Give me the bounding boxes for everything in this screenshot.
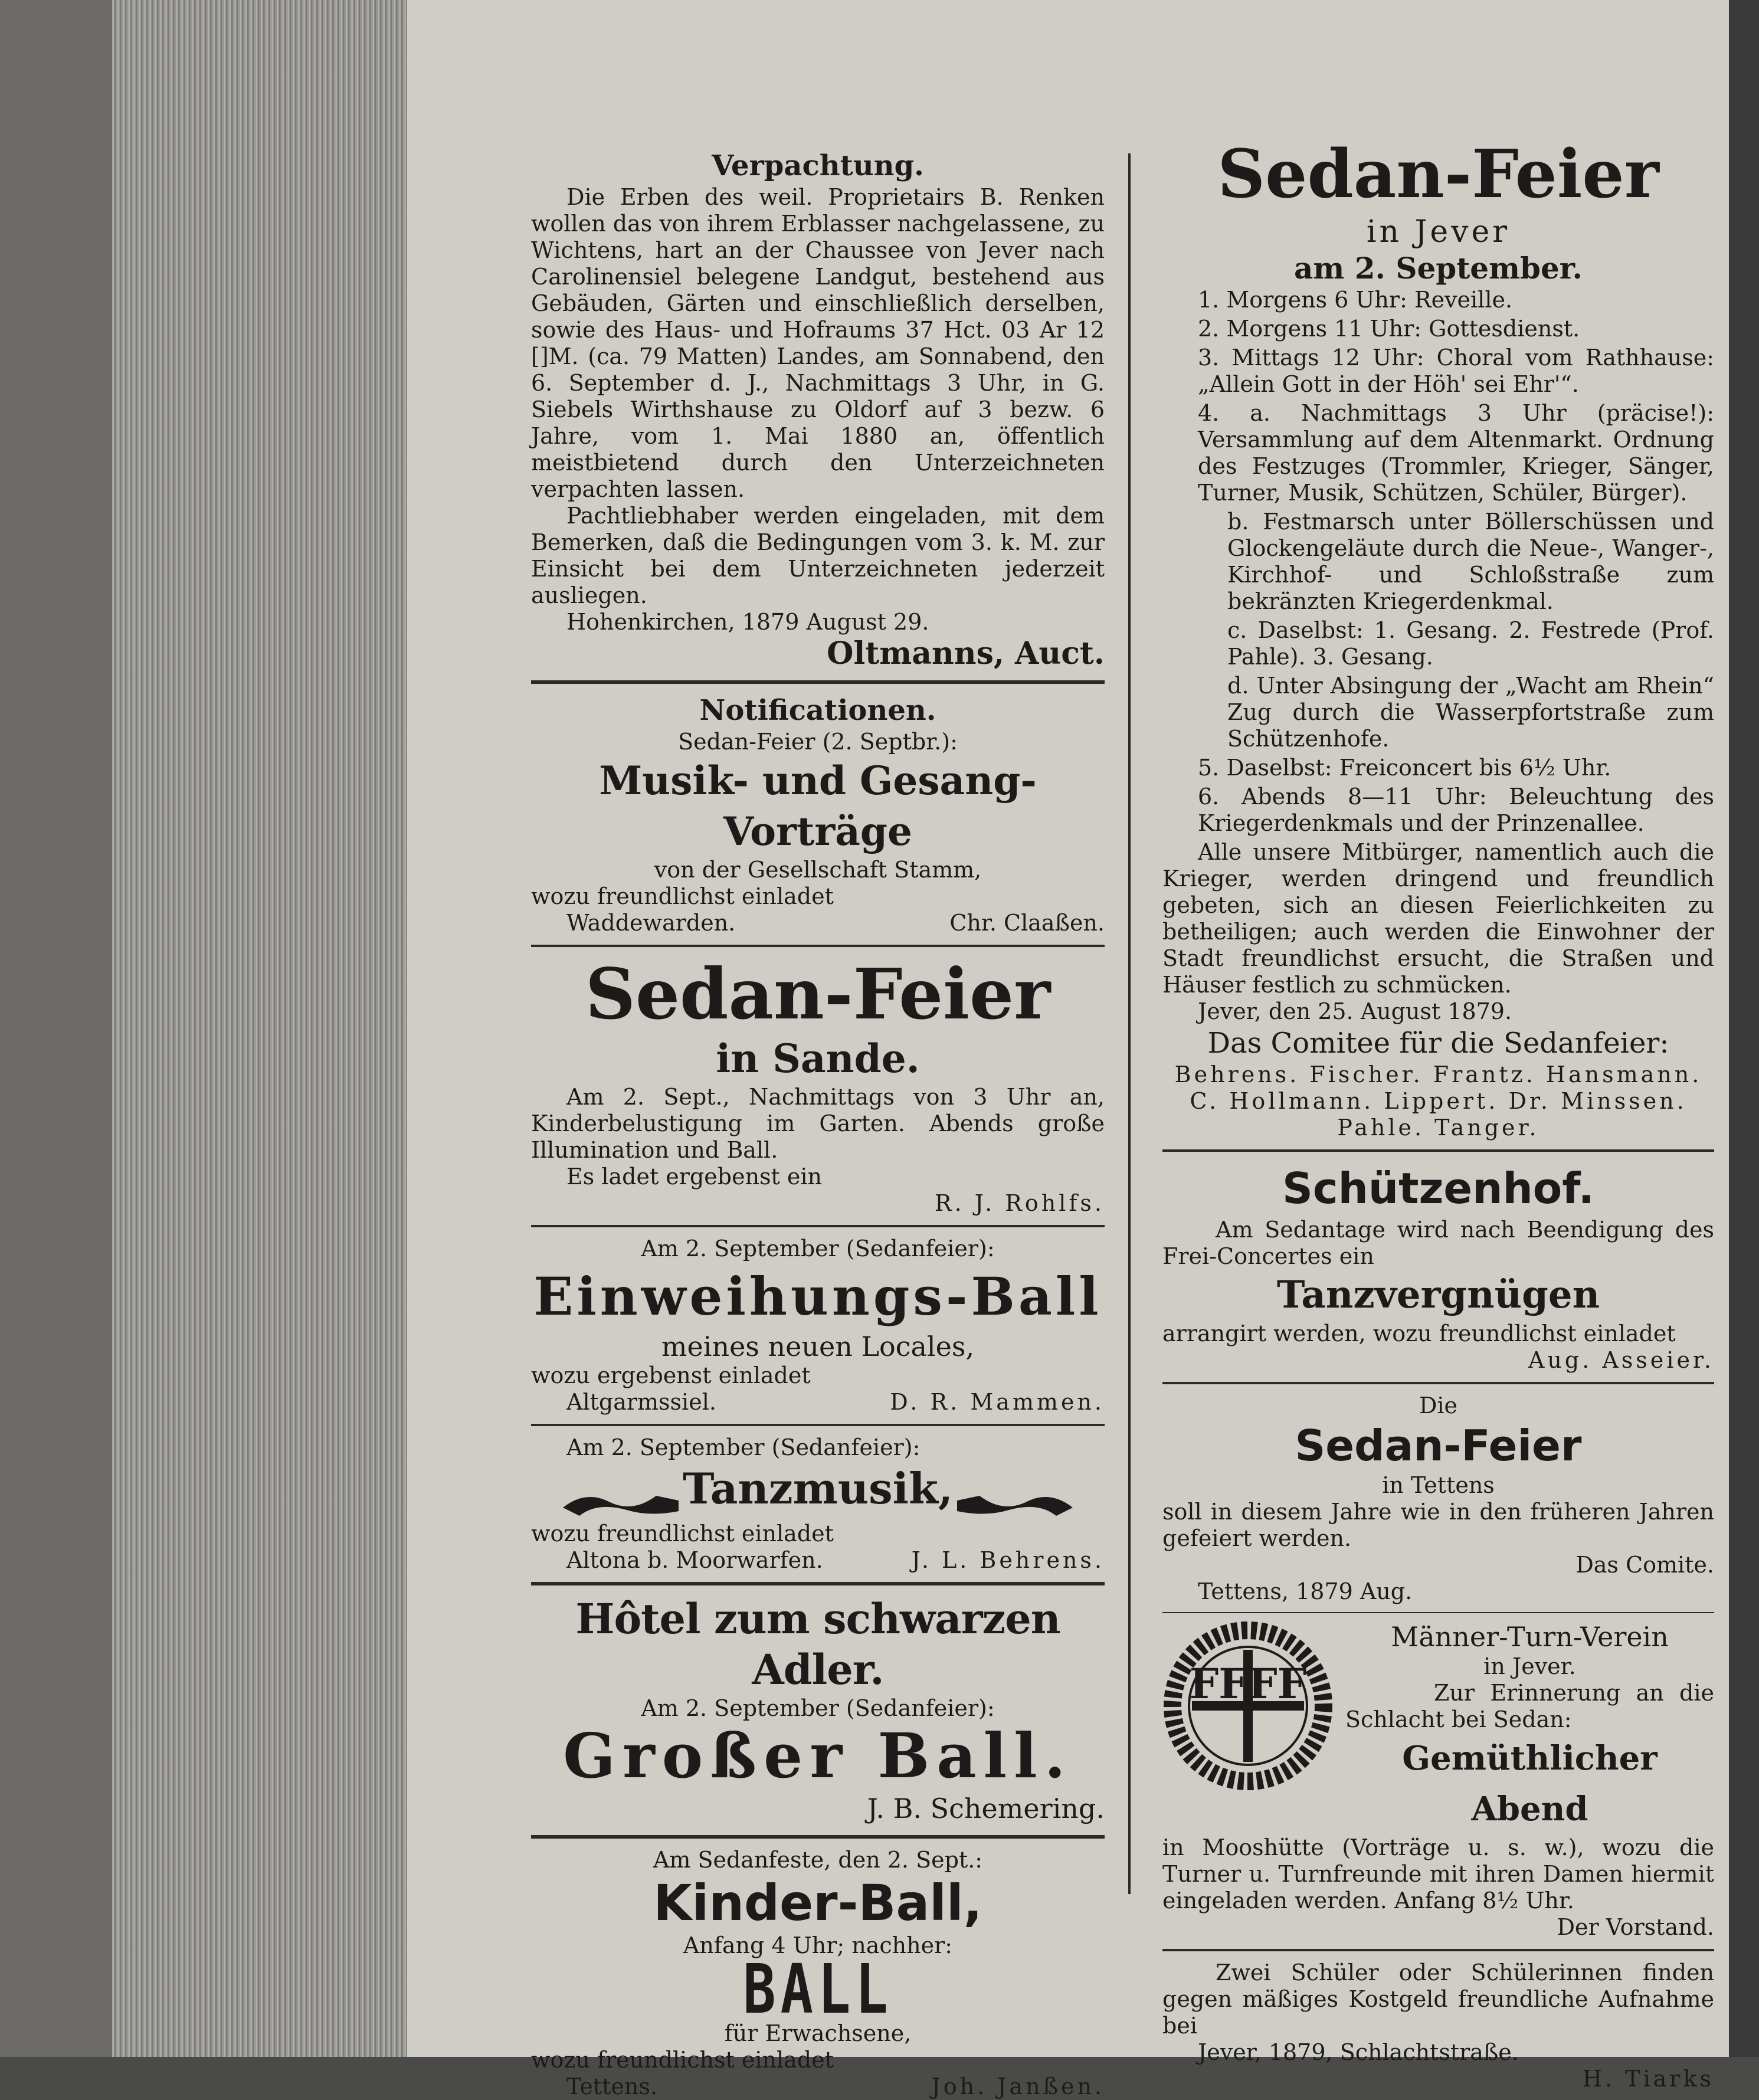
headline: Schützenhof.: [1282, 1164, 1594, 1213]
right-column: [1162, 136, 1714, 2092]
turner-cross-emblem-icon: [1162, 1620, 1334, 1791]
headline: Sedan-Feier: [585, 953, 1051, 1035]
signature: Der Vorstand.: [1557, 1914, 1714, 1940]
section-rule: [1162, 1949, 1714, 1951]
committee-title: Das Comitee für die Sedanfeier:: [1207, 1027, 1669, 1060]
left-column: [531, 148, 1105, 2100]
section-title: Notificationen.: [699, 694, 936, 727]
comite: Das Comite.: [1575, 1552, 1714, 1578]
for: für Erwachsene,: [724, 2020, 912, 2046]
program-item: d. Unter Absingung der „Wacht am Rhein“ Zug durch die Wasserpfortstraße zum Schützenhofe.: [1227, 673, 1714, 752]
headline: Tanzmusik,: [683, 1463, 953, 1513]
ad-body: in Mooshütte (Vorträge u. s. w.), wozu die Turner u. Turnfreunde mit ihren Damen hiermit eingeladen werden. Anfang 8½ Uhr.: [1162, 1834, 1714, 1914]
program-item: b. Festmarsch unter Böllerschüssen und Glockengeläute durch die Neue-, Wanger-, Kirchhof- und Schloßstraße zum bekränzten Kriegerdenkmal.: [1227, 509, 1714, 614]
invite: wozu ergebenst einladet: [531, 1362, 811, 1388]
signature: H. Tiarks: [1582, 2066, 1714, 2092]
signature: Oltmanns, Auct.: [827, 635, 1105, 671]
line-1: von der Gesellschaft Stamm,: [654, 857, 982, 883]
event: Tanzvergnügen: [1276, 1273, 1600, 1317]
intro: Am 2. September (Sedanfeier):: [641, 1236, 995, 1262]
subline: meines neuen Locales,: [661, 1331, 975, 1362]
book-page-edges: [0, 0, 407, 2057]
invite: wozu freundlichst einladet: [531, 2046, 834, 2073]
invite: arrangirt werden, wozu freundlichst einladet: [1162, 1321, 1676, 1347]
ad-body: soll in diesem Jahre wie in den früheren Jahren gefeiert werden.: [1162, 1499, 1714, 1551]
line-2: wozu freundlichst einladet: [531, 883, 834, 909]
ball-headline: BALL: [743, 1950, 893, 2029]
intro: Am Sedanfeste, den 2. Sept.:: [653, 1846, 983, 1873]
program-item: 1. Morgens 6 Uhr: Reveille.: [1198, 287, 1513, 313]
emblem-letters: FFFF: [1189, 1659, 1307, 1708]
program-item: 2. Morgens 11 Uhr: Gottesdienst.: [1198, 316, 1580, 342]
headline: Einweihungs-Ball: [533, 1266, 1102, 1327]
section-rule: [1162, 1612, 1714, 1613]
right-margin-shadow: [1729, 0, 1759, 2057]
intro: Sedan-Feier (2. Septbr.):: [678, 729, 958, 755]
place: in Tettens: [1382, 1472, 1495, 1498]
section-rule: [531, 1582, 1105, 1585]
section-rule: [531, 680, 1105, 684]
time: Anfang 4 Uhr; nachher:: [683, 1932, 953, 1958]
headline-date: am 2. September.: [1294, 251, 1583, 286]
signature: J. L. Behrens.: [911, 1547, 1105, 1573]
date: Tettens, 1879 Aug.: [1198, 1578, 1413, 1604]
appeal: Alle unsere Mitbürger, namentlich auch die Krieger, werden dringend und freundlich gebeten, sich an diesen Feierlichkeiten zu betheiligen; auch werden die Einwohner der Stadt freundlichst ersucht, die Straßen und Häuser festlich zu schmücken.: [1162, 839, 1714, 998]
column-divider: [1128, 153, 1131, 1894]
book-spine: [0, 0, 112, 2057]
ad-sedan-jever: [1162, 136, 1714, 1141]
headline: Sedan-Feier: [1217, 136, 1659, 213]
headline-row: [531, 1463, 1105, 1518]
section-rule: [531, 945, 1105, 947]
intro: Am 2. September (Sedanfeier):: [566, 1434, 921, 1460]
ad-body: Zwei Schüler oder Schülerinnen finden gegen mäßiges Kostgeld freundliche Aufnahme bei: [1162, 1960, 1714, 2039]
committee-names: Pahle. Tanger.: [1337, 1115, 1539, 1141]
program-item: 4. a. Nachmittags 3 Uhr (präcise!): Versammlung auf dem Altenmarkt. Ordnung des Festzuges (Trommler, Krieger, Sänger, Turner, Musik, Schützen, Schüler, Bürger).: [1198, 400, 1714, 506]
headline-1: Musik- und Gesang-: [599, 758, 1037, 804]
headline-place: in Sande.: [716, 1036, 920, 1082]
headline-2: Vorträge: [723, 808, 913, 854]
ad-tettens: [1162, 1393, 1714, 1605]
section-rule: [1162, 1382, 1714, 1384]
ad-kostgeld: [1162, 1960, 1714, 2092]
ad-body-2: Pachtliebhaber werden eingeladen, mit dem Bemerken, daß die Bedingungen vom 3. k. M. zur Einsicht bei dem Unterzeichneten jederzeit ausliegen.: [531, 503, 1105, 608]
place: Waddewarden.: [566, 910, 736, 936]
place: Tettens.: [566, 2073, 657, 2099]
ad-notificationen: [531, 692, 1105, 936]
place-date: Jever, den 25. August 1879.: [1198, 998, 1512, 1024]
committee-names: C. Hollmann. Lippert. Dr. Minssen.: [1190, 1088, 1687, 1114]
intro: Am 2. September (Sedanfeier):: [641, 1695, 995, 1721]
ad-body: Am Sedantage wird nach Beendigung des Frei-Concertes ein: [1162, 1217, 1714, 1269]
ornament-left-icon: [562, 1484, 680, 1518]
place: Jever, 1879, Schlachtstraße.: [1198, 2039, 1519, 2065]
invite: wozu freundlichst einladet: [531, 1520, 834, 1547]
headline: Sedan-Feier: [1295, 1421, 1582, 1470]
section-rule: [531, 1424, 1105, 1426]
headline-place: in Jever: [1366, 214, 1511, 250]
ad-sande: [531, 955, 1105, 1217]
place: Altona b. Moorwarfen.: [566, 1547, 823, 1573]
signature-row: [531, 1389, 1105, 1416]
signature-row: [531, 1547, 1105, 1574]
invite: Es ladet ergebenst ein: [566, 1164, 823, 1190]
ad-title: Verpachtung.: [712, 149, 924, 182]
place-date: Hohenkirchen, 1879 August 29.: [566, 609, 929, 635]
program-item: 5. Daselbst: Freiconcert bis 6½ Uhr.: [1198, 755, 1611, 781]
ad-tanzmusik: [531, 1434, 1105, 1574]
signature: D. R. Mammen.: [890, 1389, 1105, 1415]
ornament-right-icon: [956, 1484, 1074, 1518]
ad-adler: [531, 1594, 1105, 1827]
signature: Joh. Janßen.: [931, 2073, 1105, 2099]
section-rule: [531, 1835, 1105, 1839]
event: Großer Ball.: [563, 1719, 1073, 1792]
ad-turnverein: [1162, 1620, 1714, 1941]
program-item: 6. Abends 8—11 Uhr: Beleuchtung des Kriegerdenkmals und der Prinzenallee.: [1198, 784, 1714, 836]
program-list: [1162, 287, 1714, 837]
signature: R. J. Rohlfs.: [935, 1190, 1105, 1216]
place: Altgarmssiel.: [566, 1389, 716, 1415]
committee-names: Behrens. Fischer. Frantz. Hansmann.: [1174, 1062, 1702, 1087]
ad-body: Die Erben des weil. Proprietairs B. Renken wollen das von ihrem Erblasser nachgelassene, zu Wichtens, hart an der Chaussee von Jever nach Carolinensiel belegene Landgut, bestehend aus Gebäuden, Gärten und einschließlich derselben, sowie des Haus- und Hofraums 37 Hct. 03 Ar 12 []M. (ca. 79 Matten) Landes, am Sonnabend, den 6. September d. J., Nachmittags 3 Uhr, in G. Siebels Wirthshause zu Oldorf auf 3 bezw. 6 Jahre, vom 1. Mai 1880 an, öffentlich meistbietend durch den Unterzeichneten verpachten lassen.: [531, 184, 1105, 502]
event: Gemüthlicher Abend: [1402, 1739, 1658, 1829]
signature-row: [531, 910, 1105, 936]
ad-kinderball: [531, 1847, 1105, 2100]
ad-verpachtung: [531, 148, 1105, 672]
program-item: 3. Mittags 12 Uhr: Choral vom Rathhause: „Allein Gott in der Höh' sei Ehr'“.: [1198, 345, 1714, 397]
place: in Jever.: [1483, 1653, 1576, 1679]
signature: Aug. Asseier.: [1528, 1347, 1714, 1373]
club-title: Männer-Turn-Verein: [1391, 1621, 1669, 1653]
intro: Zur Erinnerung an die Schlacht bei Sedan:: [1345, 1680, 1714, 1732]
ad-body: Am 2. Sept., Nachmittags von 3 Uhr an, Kinderbelustigung im Garten. Abends große Illumination und Ball.: [531, 1084, 1105, 1163]
signature: J. B. Schemering.: [867, 1792, 1105, 1824]
program-item: c. Daselbst: 1. Gesang. 2. Festrede (Prof. Pahle). 3. Gesang.: [1227, 617, 1714, 670]
section-rule: [531, 1225, 1105, 1227]
headline: Hôtel zum schwarzen Adler.: [575, 1594, 1060, 1694]
ad-einweihungsball: [531, 1236, 1105, 1416]
signature: Chr. Claaßen.: [949, 910, 1105, 936]
die: Die: [1419, 1393, 1458, 1418]
headline: Kinder-Ball,: [653, 1873, 982, 1932]
signature-row: [531, 2073, 1105, 2100]
ad-schuetzenhof: [1162, 1160, 1714, 1374]
section-rule: [1162, 1149, 1714, 1152]
